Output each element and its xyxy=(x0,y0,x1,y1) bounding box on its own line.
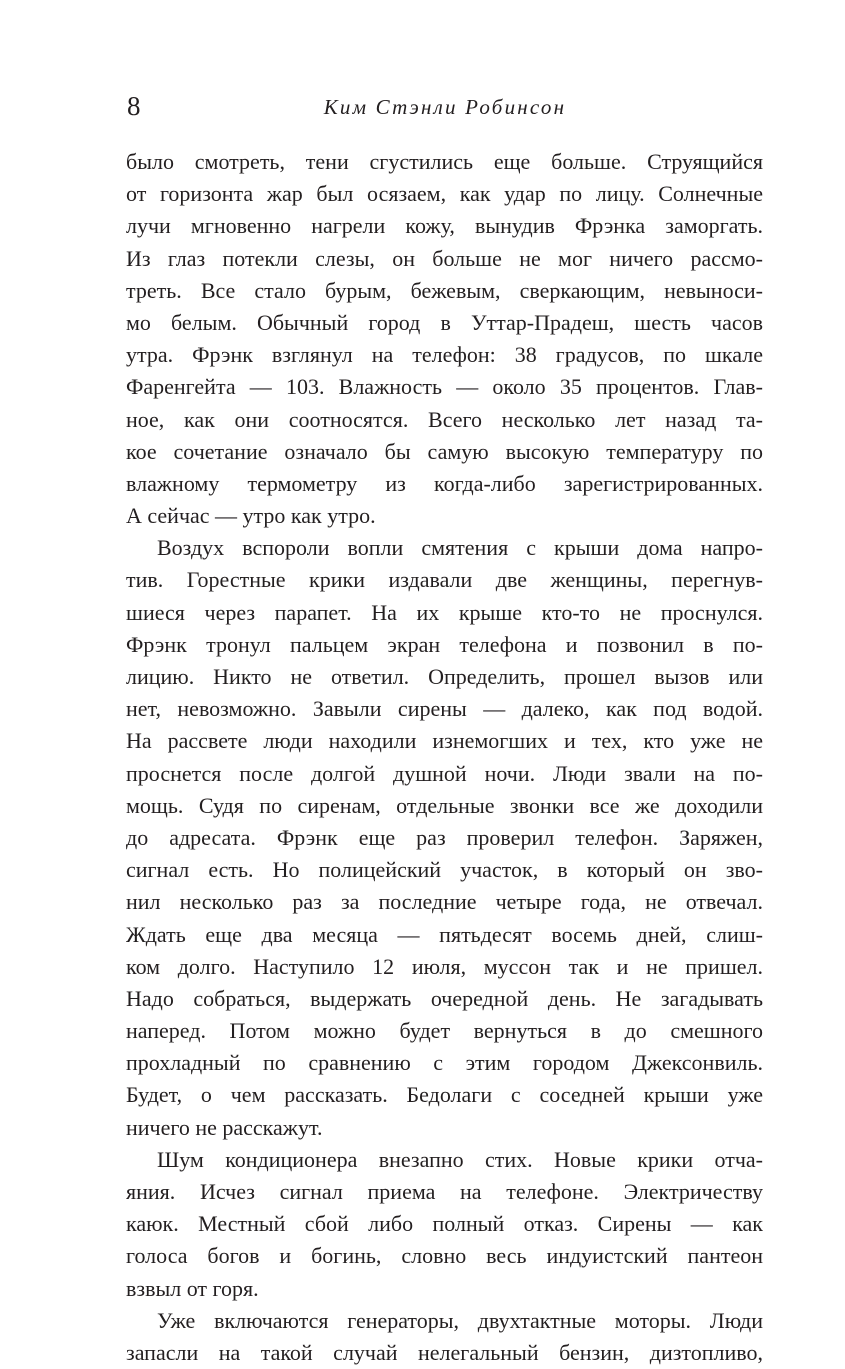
text-line: яния. Исчез сигнал приема на телефоне. Электричеству xyxy=(126,1179,763,1204)
text-line: Уже включаются генераторы, двухтактные моторы. Люди xyxy=(157,1307,763,1333)
text-line: ное, как они соотносятся. Всего несколько лет назад та- xyxy=(126,406,763,432)
text-line: ком долго. Наступило 12 июля, муссон так и не пришел. xyxy=(126,953,763,979)
text-line: А сейчас — утро как утро. xyxy=(126,503,376,529)
text-line: тив. Горестные крики издавали две женщины, перегнув- xyxy=(126,567,763,593)
text-line: нет, невозможно. Завыли сирены — далеко, как под водой. xyxy=(126,696,763,722)
text-line: взвыл от горя. xyxy=(126,1275,259,1301)
text-line: каюк. Местный сбой либо полный отказ. Сирены — как xyxy=(126,1211,763,1237)
text-line: наперед. Потом можно будет вернуться в до смешного xyxy=(126,1018,763,1044)
text-line: влажному термометру из когда-либо зарегистрированных. xyxy=(126,470,763,496)
page-number: 8 xyxy=(127,91,141,121)
body-text xyxy=(126,146,763,1369)
text-line: Воздух вспороли вопли смятения с крыши дома напро- xyxy=(157,535,763,561)
text-line: запасли на такой случай нелегальный бензин, дизтопливо, xyxy=(126,1339,763,1365)
text-line: лицию. Никто не ответил. Определить, прошел вызов или xyxy=(126,664,763,689)
text-line: до адресата. Фрэнк еще раз проверил телефон. Заряжен, xyxy=(126,824,763,850)
text-line: Из глаз потекли слезы, он больше не мог ничего рассмо- xyxy=(126,245,763,271)
text-line: Фаренгейта — 103. Влажность — около 35 процентов. Глав- xyxy=(126,374,763,400)
text-line: нил несколько раз за последние четыре года, не отвечал. xyxy=(126,889,763,915)
text-line: ничего не расскажут. xyxy=(126,1114,323,1140)
text-line: было смотреть, тени сгустились еще больше. Струящийся xyxy=(126,149,763,174)
text-line: лучи мгновенно нагрели кожу, вынудив Фрэнка заморгать. xyxy=(126,213,763,239)
text-line: треть. Все стало бурым, бежевым, сверкающим, невыноси- xyxy=(126,277,763,303)
text-line: голоса богов и богинь, словно весь индуистский пантеон xyxy=(126,1243,763,1269)
running-head xyxy=(127,88,763,128)
text-line: кое сочетание означало бы самую высокую температуру по xyxy=(126,438,763,464)
text-line: мощь. Судя по сиренам, отдельные звонки все же доходили xyxy=(126,792,763,818)
paragraph-4 xyxy=(126,1305,763,1369)
text-line: На рассвете люди находили изнемогших и тех, кто уже не xyxy=(126,728,763,754)
text-line: прохладный по сравнению с этим городом Джексонвиль. xyxy=(126,1050,763,1076)
text-line: мо белым. Обычный город в Уттар-Прадеш, шесть часов xyxy=(126,309,763,335)
text-line: шиеся через парапет. На их крыше кто-то не проснулся. xyxy=(126,599,763,625)
text-line: Шум кондиционера внезапно стих. Новые крики отча- xyxy=(157,1146,763,1172)
text-line: от горизонта жар был осязаем, как удар по лицу. Солнечные xyxy=(126,181,763,207)
paragraph-1 xyxy=(126,146,763,532)
text-line: Ждать еще два месяца — пятьдесят восемь дней, слиш- xyxy=(126,921,763,947)
paragraph-2 xyxy=(126,532,763,1144)
text-line: проснется после долгой душной ночи. Люди звали на по- xyxy=(126,760,763,786)
text-line: сигнал есть. Но полицейский участок, в который он зво- xyxy=(126,857,763,883)
paragraph-3 xyxy=(126,1144,763,1305)
text-line: Надо собраться, выдержать очередной день. Не загадывать xyxy=(126,985,763,1011)
book-author: Ким Стэнли Робинсон xyxy=(323,95,567,119)
text-line: утра. Фрэнк взглянул на телефон: 38 градусов, по шкале xyxy=(126,342,763,368)
text-line: Фрэнк тронул пальцем экран телефона и позвонил в по- xyxy=(126,631,763,657)
text-line: Будет, о чем рассказать. Бедолаги с соседней крыши уже xyxy=(126,1082,763,1108)
